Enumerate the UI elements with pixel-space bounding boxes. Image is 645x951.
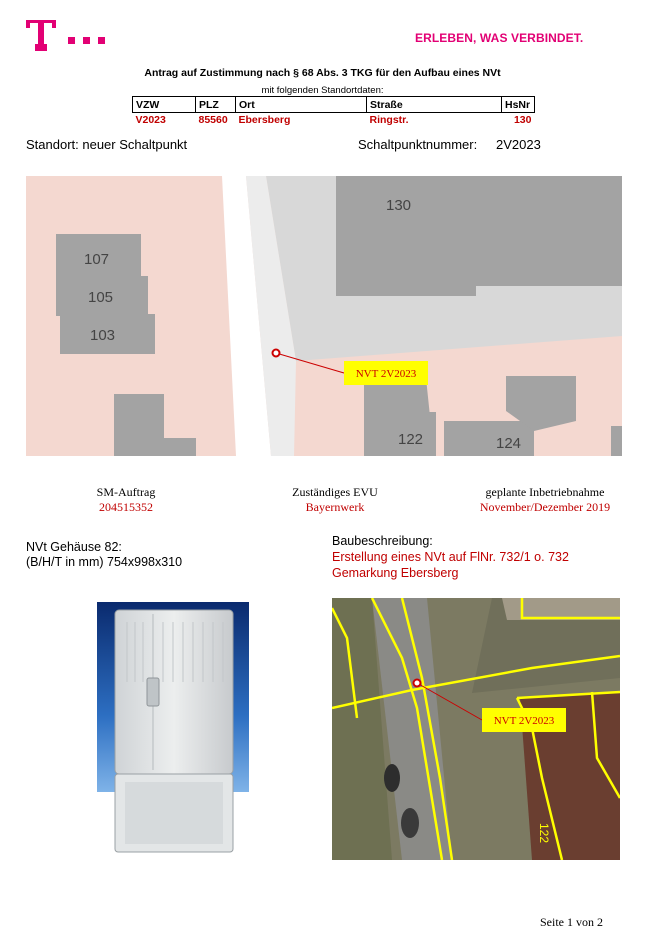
document-title: Antrag auf Zustimmung nach § 68 Abs. 3 TKG für den Aufbau eines NVt bbox=[144, 67, 501, 79]
cell-ort: Ebersberg bbox=[238, 114, 291, 126]
inbetriebnahme bbox=[460, 485, 630, 515]
site-map bbox=[26, 176, 622, 456]
map-house-103: 103 bbox=[90, 327, 116, 344]
baubeschreibung-line2: Gemarkung Ebersberg bbox=[332, 566, 459, 580]
col-plz: PLZ bbox=[196, 97, 236, 113]
aerial-nvt-label: NVT 2V2023 bbox=[493, 715, 555, 727]
map-house-107: 107 bbox=[84, 251, 110, 268]
gehaeuse-info bbox=[26, 540, 182, 570]
cell-strasse: Ringstr. bbox=[369, 114, 409, 126]
col-hsnr: HsNr bbox=[502, 97, 535, 113]
baubeschreibung bbox=[332, 533, 569, 581]
gehaeuse-line1: NVt Gehäuse 82: bbox=[26, 540, 122, 554]
inbetriebnahme-value: November/Dezember 2019 bbox=[479, 500, 611, 514]
nvt-marker-icon bbox=[273, 350, 280, 357]
telekom-t-logo-icon bbox=[26, 16, 106, 56]
cell-plz: 85560 bbox=[198, 114, 228, 126]
baubeschreibung-line1: Erstellung eines NVt auf FlNr. 732/1 o. 732 bbox=[332, 550, 569, 564]
sm-auftrag bbox=[56, 485, 196, 515]
location-table bbox=[132, 96, 535, 127]
cabinet-photo bbox=[97, 602, 249, 860]
cell-hsnr: 130 bbox=[513, 114, 532, 126]
brand-slogan: ERLEBEN, WAS VERBINDET. bbox=[415, 31, 584, 45]
standort-text: Standort: neuer Schaltpunkt bbox=[26, 137, 188, 152]
location-table-row bbox=[133, 113, 535, 128]
map-house-124: 124 bbox=[496, 435, 522, 452]
inbetriebnahme-label: geplante Inbetriebnahme bbox=[485, 485, 605, 499]
col-ort: Ort bbox=[236, 97, 367, 113]
schaltpunkt-label: Schaltpunktnummer: bbox=[358, 137, 478, 152]
map-house-122: 122 bbox=[398, 431, 424, 448]
aerial-map bbox=[332, 598, 620, 860]
evu-value: Bayernwerk bbox=[305, 500, 365, 514]
map-house-105: 105 bbox=[88, 289, 114, 306]
sm-auftrag-value: 204515352 bbox=[99, 500, 153, 514]
document-subtitle: mit folgenden Standortdaten: bbox=[261, 85, 384, 96]
gehaeuse-line2: (B/H/T in mm) 754x998x310 bbox=[26, 555, 183, 569]
location-table-header bbox=[133, 97, 535, 113]
schaltpunkt-value: 2V2023 bbox=[496, 137, 541, 152]
evu-label: Zuständiges EVU bbox=[292, 485, 378, 499]
map-nvt-label: NVT 2V2023 bbox=[355, 368, 417, 380]
baubeschreibung-label: Baubeschreibung: bbox=[332, 534, 433, 548]
evu bbox=[260, 485, 410, 515]
col-strasse: Straße bbox=[367, 97, 502, 113]
sm-auftrag-label: SM-Auftrag bbox=[96, 485, 156, 499]
page-number: Seite 1 von 2 bbox=[540, 915, 603, 929]
aerial-parcel-label: 122 bbox=[537, 823, 551, 844]
aerial-nvt-marker-icon bbox=[414, 680, 421, 687]
cell-vzw: V2023 bbox=[135, 114, 166, 126]
col-vzw: VZW bbox=[133, 97, 196, 113]
map-house-130: 130 bbox=[386, 197, 412, 214]
